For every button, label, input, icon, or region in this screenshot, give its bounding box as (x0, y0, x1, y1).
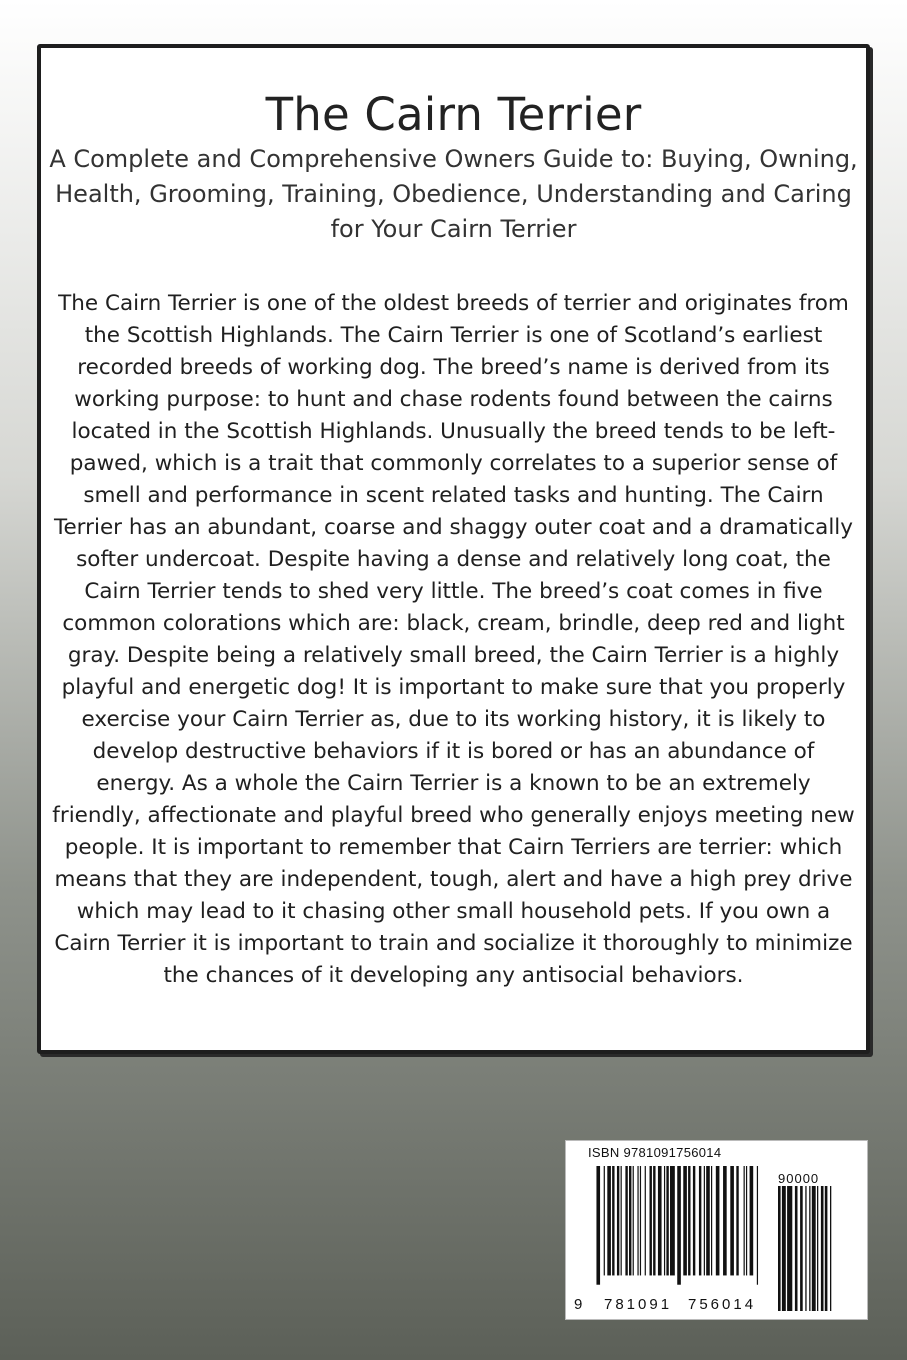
isbn-barcode-block (565, 1140, 868, 1320)
barcode-bar (750, 1166, 754, 1275)
barcode-bar (625, 1166, 627, 1275)
barcode-bar (617, 1166, 619, 1275)
barcode-bar (723, 1166, 727, 1275)
barcode-bar (693, 1166, 695, 1275)
barcode-bar (744, 1166, 745, 1275)
barcode-bar (683, 1166, 687, 1275)
barcode-bar (746, 1166, 747, 1275)
ean-right-digits: 756014 (688, 1296, 757, 1313)
barcode-bar (637, 1166, 638, 1275)
ean-left-digits: 781091 (604, 1296, 673, 1313)
isbn-label: ISBN 9781091756014 (588, 1145, 722, 1160)
barcode-bar (787, 1186, 792, 1311)
barcode-bar (664, 1166, 665, 1275)
barcode-bar (730, 1166, 734, 1275)
barcode-bar (830, 1186, 831, 1311)
barcode-bar (825, 1186, 828, 1311)
barcode-bar (596, 1166, 600, 1285)
barcode-bar (653, 1166, 655, 1275)
barcode-bar (677, 1166, 681, 1285)
barcode-bar (629, 1166, 631, 1275)
book-description: The Cairn Terrier is one of the oldest breeds of terrier and originates from the Scottish Highlands. The Cairn Terrier is one of Scotland’s earliest recorded breeds of working dog. The breed’s name is derived from its working purpose: to hunt and chase rodents found between the cairns located in the Scottish Highlands. Unusually the breed tends to be left-pawed, which is a trait that commonly correlates to a superior sense of smell and performance in scent related tasks and hunting. The Cairn Terrier has an abundant, coarse and shaggy outer coat and a dramatically softer undercoat. Despite having a dense and relatively long coat, the Cairn Terrier tends to shed very little. The breed’s coat comes in five common colorations which are: black, cream, brindle, deep red and light gray. Despite being a relatively small breed, the Cairn Terrier is a highly playful and energetic dog! It is important to make sure that you properly exercise your Cairn Terrier as, due to its working history, it is likely to develop destructive behaviors if it is bored or has an abundance of energy. As a whole the Cairn Terrier is a known to be an extremely friendly, affectionate and playful breed who generally enjoys meeting new people. It is important to remember that Cairn Terriers are terrier: which means that they are independent, tough, alert and have a high prey drive which may lead to it chasing other small household pets. If you own a Cairn Terrier it is important to train and socialize it thoroughly to minimize the chances of it developing any antisocial behaviors. (52, 291, 855, 988)
barcode-bar (782, 1186, 786, 1311)
barcode-bar (778, 1186, 781, 1311)
barcode-bar (621, 1166, 622, 1275)
barcode-bar (666, 1166, 668, 1275)
barcode-bar (640, 1166, 641, 1275)
back-cover-text-panel (37, 44, 870, 1054)
barcode-bar (812, 1186, 816, 1311)
barcode-bar (704, 1166, 705, 1275)
barcode-bar (795, 1186, 798, 1311)
barcode-bar (711, 1166, 712, 1275)
price-addon-barcode-bars (778, 1186, 836, 1311)
barcode-bar (817, 1186, 818, 1311)
book-subtitle: A Complete and Comprehensive Owners Guide to: Buying, Owning, Health, Grooming, Training, Obedience, Understanding and Caring for Your Cairn Terrier (49, 145, 858, 243)
barcode-bar (688, 1166, 690, 1275)
barcode-bar (757, 1166, 758, 1285)
barcode-bar (706, 1166, 710, 1275)
barcode-bar (821, 1186, 824, 1311)
price-code-label: 90000 (778, 1171, 820, 1186)
barcode-bar (612, 1166, 614, 1275)
barcode-bar (658, 1166, 662, 1275)
barcode-bar (736, 1166, 738, 1275)
barcode-bar (607, 1166, 611, 1275)
barcode-bar (670, 1166, 675, 1275)
barcode-bar (604, 1166, 605, 1275)
barcode-bar (633, 1166, 634, 1275)
ean-first-digit: 9 (574, 1296, 583, 1313)
barcode-bar (800, 1186, 803, 1311)
barcode-bar (809, 1186, 810, 1311)
barcode-bar (645, 1166, 646, 1275)
ean13-barcode-bars (590, 1166, 768, 1294)
barcode-bar (716, 1166, 720, 1275)
book-title: The Cairn Terrier (265, 88, 642, 141)
barcode-bar (699, 1166, 701, 1275)
barcode-bar (650, 1166, 652, 1275)
barcode-bar (805, 1186, 806, 1311)
